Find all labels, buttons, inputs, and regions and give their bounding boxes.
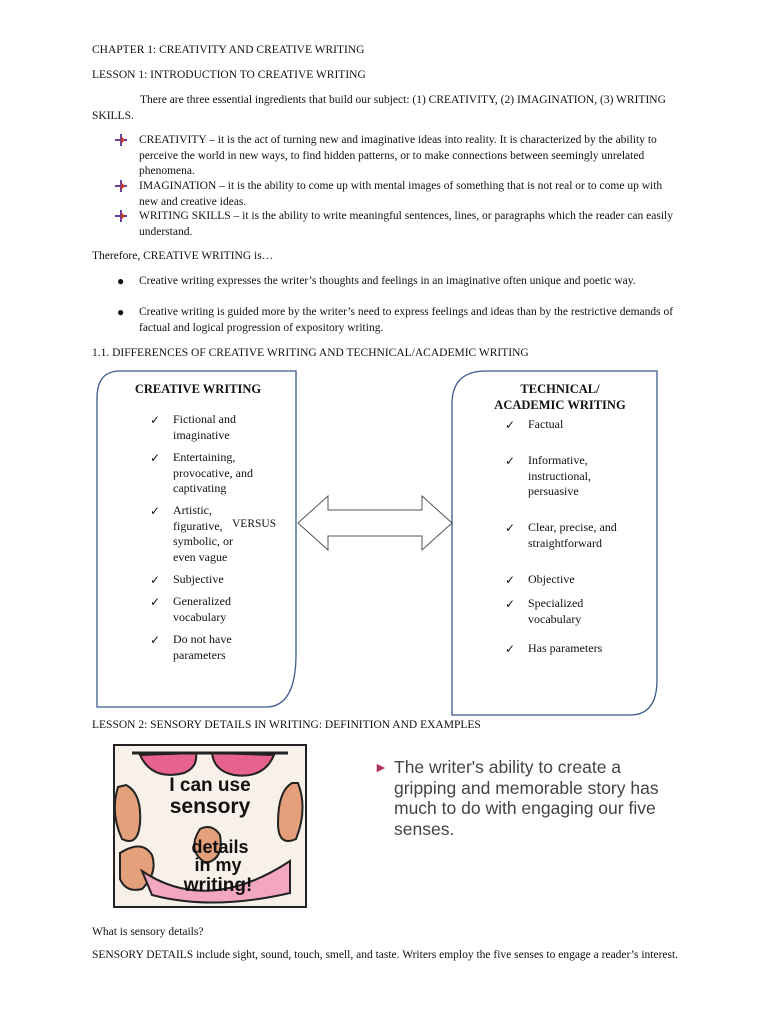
creative-box-item: ✓ Fictional and imaginative [150, 412, 236, 442]
sensory-definition: SENSORY DETAILS include sight, sound, touch, smell, and taste. Writers employ the five senses to engage a reader’s interest. [92, 949, 679, 961]
checkmark-icon: ✓ [505, 573, 516, 587]
round-bullet-icon: ● [117, 305, 125, 319]
illustration-text-line: in my [194, 855, 242, 875]
technical-box-item: ✓ Informative, instructional, persuasive [505, 453, 591, 498]
intro-paragraph: There are three essential ingredients that build our subject: (1) CREATIVITY, (2) IMAGINATION, (3) WRITING SKILLS. [92, 94, 666, 122]
creative-box-item: ✓ Entertaining, provocative, and captivating [150, 450, 253, 495]
checkmark-icon: ✓ [150, 504, 161, 518]
ingredient-text: CREATIVITY – it is the act of turning new and imaginative ideas into reality. It is characterized by the ability to perceive the world in new ways, to find hidden patterns, or to make connections between seemingly unrelated phenomena. [139, 134, 657, 177]
round-bullet-icon: ● [117, 274, 125, 288]
quote-block [374, 757, 674, 839]
creative-writing-point [115, 274, 675, 290]
lesson1-title: LESSON 1: INTRODUCTION TO CREATIVE WRITING [92, 69, 366, 81]
technical-box-item: ✓ Specialized vocabulary [505, 596, 584, 626]
arrow-bullet-icon [115, 210, 127, 222]
therefore-line: Therefore, CREATIVE WRITING is… [92, 250, 274, 262]
section-1-1-title: 1.1. DIFFERENCES OF CREATIVE WRITING AND TECHNICAL/ACADEMIC WRITING [92, 347, 529, 359]
technical-box-item: ✓ Factual [505, 417, 564, 432]
checkmark-icon: ✓ [150, 451, 161, 465]
ingredient-text: WRITING SKILLS – it is the ability to write meaningful sentences, lines, or paragraphs which the reader can easily understand. [139, 210, 673, 238]
ingredient-item [115, 209, 675, 240]
illustration-text-line: I can use [169, 775, 251, 796]
chapter-title: CHAPTER 1: CREATIVITY AND CREATIVE WRITING [92, 44, 365, 56]
checkmark-icon: ✓ [505, 642, 516, 656]
checkmark-icon: ✓ [150, 573, 161, 587]
technical-box-item: ✓ Objective [505, 572, 575, 587]
point-text: Creative writing is guided more by the writer’s need to express feelings and ideas than by the restrictive demands of factual and logical progression of expository writing. [139, 306, 674, 334]
technical-box-item: ✓ Has parameters [505, 641, 603, 656]
creative-writing-point [115, 305, 675, 336]
illustration-text-line: writing! [183, 875, 253, 896]
checkmark-icon: ✓ [505, 418, 516, 432]
ingredient-text: IMAGINATION – it is the ability to come up with mental images of something that is not real or to come up with new and creative ideas. [139, 180, 663, 208]
creative-box-title: CREATIVE WRITING [134, 382, 262, 396]
checkmark-icon: ✓ [505, 454, 516, 468]
quote-text: The writer's ability to create a gripping and memorable story has much to do with engaging our five senses. [394, 757, 659, 839]
creative-box-item: ✓ Artistic, figurative, symbolic, or even vague [150, 503, 233, 564]
lesson2-title: LESSON 2: SENSORY DETAILS IN WRITING: DEFINITION AND EXAMPLES [92, 719, 481, 731]
versus-label: VERSUS [232, 518, 277, 530]
point-text: Creative writing expresses the writer’s thoughts and feelings in an imaginative often unique and poetic way. [139, 275, 636, 287]
technical-box-title-line2: ACADEMIC WRITING [494, 398, 626, 412]
creative-box-item: ✓ Generalized vocabulary [150, 594, 231, 624]
checkmark-icon: ✓ [505, 521, 516, 535]
creative-box-item: ✓ Subjective [150, 572, 224, 587]
arrow-bullet-icon [115, 180, 127, 192]
ingredient-item [115, 133, 675, 180]
illustration-text-line: details [191, 837, 249, 857]
checkmark-icon: ✓ [150, 413, 161, 427]
checkmark-icon: ✓ [505, 597, 516, 611]
triangle-bullet-icon: ► [374, 759, 388, 775]
arrow-bullet-icon [115, 134, 127, 146]
illustration-text-line: sensory [169, 795, 251, 818]
checkmark-icon: ✓ [150, 633, 161, 647]
technical-box-title-line1: TECHNICAL/ [520, 382, 600, 396]
technical-box-item: ✓ Clear, precise, and straightforward [505, 520, 617, 550]
sensory-question: What is sensory details? [92, 926, 204, 938]
checkmark-icon: ✓ [150, 595, 161, 609]
ingredient-item [115, 179, 675, 210]
creative-box-item: ✓ Do not have parameters [150, 632, 232, 662]
sensory-illustration [112, 743, 308, 909]
